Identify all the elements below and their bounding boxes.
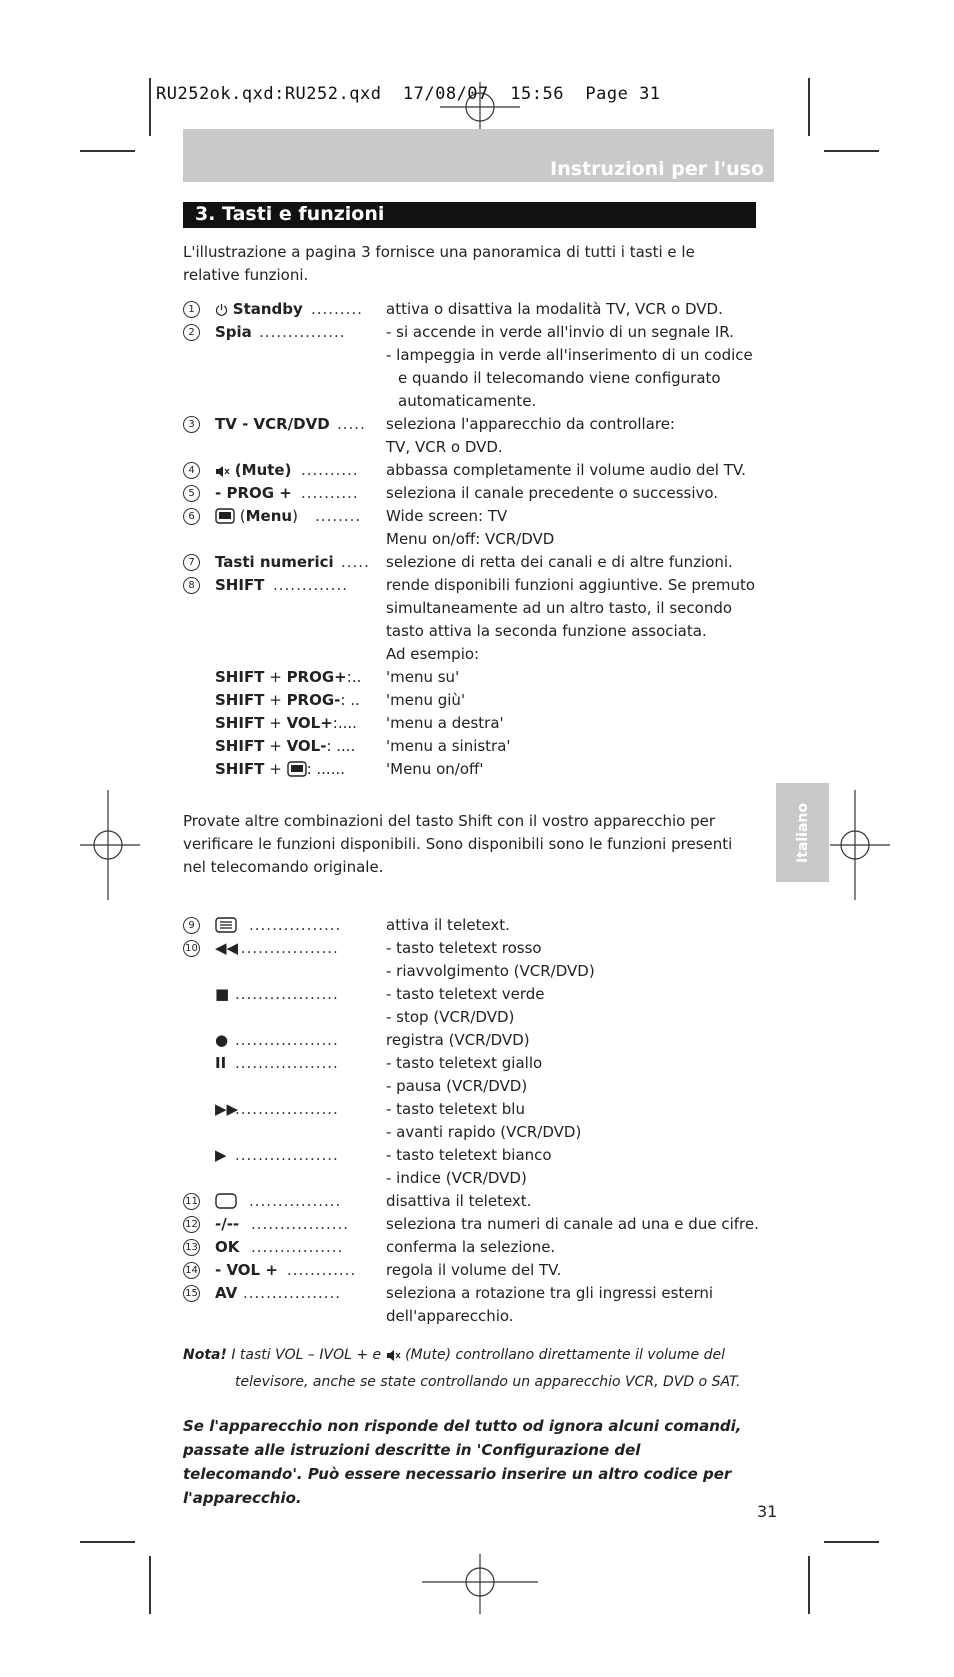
note-text: televisore, anche se state controllando un apparecchio VCR, DVD o SAT. bbox=[235, 1374, 741, 1390]
key-item-standby bbox=[183, 298, 783, 321]
key-sub-play bbox=[183, 1144, 783, 1167]
leader-dots: ................ bbox=[249, 916, 342, 934]
key-sub-record bbox=[183, 1029, 783, 1052]
key-sub-pause bbox=[183, 1052, 783, 1075]
combo-description: 'Menu on/off' bbox=[386, 760, 484, 778]
key-label: ◀◀ bbox=[215, 939, 239, 957]
item-number: 7 bbox=[183, 554, 200, 571]
key-description: regola il volume del TV. bbox=[386, 1261, 562, 1279]
crop-mark bbox=[80, 1541, 135, 1543]
leader-dots: :.. bbox=[346, 668, 362, 686]
combo-key-b: VOL- bbox=[286, 737, 327, 755]
key-sub-fast-forward bbox=[183, 1098, 783, 1121]
key-item-spia bbox=[183, 321, 783, 344]
key-description: registra (VCR/DVD) bbox=[386, 1031, 530, 1049]
shift-paragraph: Provate altre combinazioni del tasto Shift con il vostro apparecchio per verificare le funzioni disponibili. Sono disponibili sono le funzioni presenti nel telecomando originale. bbox=[183, 812, 733, 876]
leader-dots: ............. bbox=[273, 576, 348, 594]
key-item-teletext bbox=[183, 914, 783, 937]
combo-plus: + bbox=[269, 714, 282, 732]
leader-dots: ......... bbox=[311, 300, 363, 318]
play-icon: ▶ bbox=[215, 1146, 227, 1164]
note-text: (Mute) controllano direttamente il volume del bbox=[405, 1347, 725, 1363]
menu-icon bbox=[287, 761, 307, 784]
key-description-cont: - indice (VCR/DVD) bbox=[386, 1169, 527, 1187]
key-description: Wide screen: TV bbox=[386, 507, 508, 525]
combo-key-b: VOL+ bbox=[286, 714, 333, 732]
intro-paragraph: L'illustrazione a pagina 3 fornisce una panoramica di tutti i tasti e le relative funzioni. bbox=[183, 243, 695, 284]
key-description: disattiva il teletext. bbox=[386, 1192, 532, 1210]
key-description: - si accende in verde all'invio di un segnale IR. bbox=[386, 323, 734, 341]
key-label: -/-- bbox=[215, 1215, 240, 1233]
shift-combo bbox=[183, 735, 783, 758]
record-icon: ● bbox=[215, 1031, 229, 1049]
combo-key-b: PROG+ bbox=[286, 668, 347, 686]
note-label: Nota! bbox=[183, 1347, 227, 1363]
key-item-tasti-numerici bbox=[183, 551, 783, 574]
key-description: seleziona l'apparecchio da controllare: bbox=[386, 415, 675, 433]
key-description: rende disponibili funzioni aggiuntive. Se premuto bbox=[386, 576, 756, 594]
item-number: 5 bbox=[183, 485, 200, 502]
key-description: - tasto teletext verde bbox=[386, 985, 545, 1003]
section-title: 3. Tasti e funzioni bbox=[195, 203, 385, 225]
key-description: - tasto teletext blu bbox=[386, 1100, 525, 1118]
shift-combo bbox=[183, 758, 783, 781]
leader-dots: ..... bbox=[337, 415, 366, 433]
leader-dots: ................. bbox=[251, 1215, 350, 1233]
key-description-cont: automaticamente. bbox=[398, 392, 537, 410]
page-number: 31 bbox=[757, 1502, 778, 1521]
combo-key-b: PROG- bbox=[286, 691, 341, 709]
key-description-cont: - pausa (VCR/DVD) bbox=[386, 1077, 528, 1095]
key-description: seleziona a rotazione tra gli ingressi esterni bbox=[386, 1284, 714, 1302]
combo-key-a: SHIFT bbox=[215, 668, 265, 686]
shift-combo bbox=[183, 689, 783, 712]
item-number: 15 bbox=[183, 1285, 200, 1302]
key-label: OK bbox=[215, 1238, 240, 1256]
combo-description: 'menu giù' bbox=[386, 691, 466, 709]
key-item-teletext-off bbox=[183, 1190, 783, 1213]
leader-dots: : ...... bbox=[306, 760, 345, 778]
crop-mark bbox=[808, 78, 810, 136]
leader-dots: ................ bbox=[249, 1192, 342, 1210]
crop-mark bbox=[149, 1556, 151, 1614]
item-number: 11 bbox=[183, 1193, 200, 1210]
combo-plus: + bbox=[269, 737, 282, 755]
leader-dots: .................. bbox=[235, 1146, 339, 1164]
item-number: 3 bbox=[183, 416, 200, 433]
language-tab bbox=[776, 783, 829, 882]
file-slug: RU252ok.qxd:RU252.qxd 17/08/07 15:56 Page 31 bbox=[156, 84, 661, 104]
final-warning: Se l'apparecchio non risponde del tutto od ignora alcuni comandi, passate alle istruzioni descritte in 'Configurazione del telecomando'. Può essere necessario inserire un altro codice per l'apparecchio. bbox=[183, 1417, 742, 1507]
crop-mark bbox=[808, 1556, 810, 1614]
item-number: 4 bbox=[183, 462, 200, 479]
leader-dots: ................ bbox=[251, 1238, 344, 1256]
item-number: 10 bbox=[183, 940, 200, 957]
leader-dots: .................. bbox=[235, 939, 339, 957]
leader-dots: : .... bbox=[326, 737, 356, 755]
leader-dots: ..... bbox=[341, 553, 370, 571]
header-bar bbox=[183, 129, 774, 182]
item-number: 8 bbox=[183, 577, 200, 594]
item-number: 1 bbox=[183, 301, 200, 318]
key-item-av bbox=[183, 1282, 783, 1305]
key-description: abbassa completamente il volume audio del TV. bbox=[386, 461, 746, 479]
key-item-digits bbox=[183, 1213, 783, 1236]
key-sub-stop bbox=[183, 983, 783, 1006]
registration-mark-bottom bbox=[422, 1554, 538, 1614]
crop-mark bbox=[80, 150, 135, 152]
item-number: 14 bbox=[183, 1262, 200, 1279]
key-label: Tasti numerici bbox=[215, 553, 334, 571]
key-item-tv-vcr-dvd bbox=[183, 413, 783, 436]
registration-mark-left bbox=[80, 790, 140, 900]
key-description-cont: - lampeggia in verde all'inserimento di un codice bbox=[386, 346, 753, 364]
key-label: AV bbox=[215, 1284, 238, 1302]
key-label: Menu bbox=[245, 507, 293, 525]
note-text: I tasti VOL – IVOL + e bbox=[231, 1347, 382, 1363]
item-number: 6 bbox=[183, 508, 200, 525]
key-label: - PROG + bbox=[215, 484, 292, 502]
key-description-cont: Ad esempio: bbox=[386, 645, 480, 663]
combo-plus: + bbox=[269, 691, 282, 709]
key-description: seleziona tra numeri di canale ad una e due cifre. bbox=[386, 1215, 759, 1233]
leader-dots: ................. bbox=[243, 1284, 342, 1302]
leader-dots: .......... bbox=[301, 461, 359, 479]
key-item-mute bbox=[183, 459, 783, 482]
combo-key-a: SHIFT bbox=[215, 760, 265, 778]
key-description: conferma la selezione. bbox=[386, 1238, 556, 1256]
leader-dots: .................. bbox=[235, 1100, 339, 1118]
combo-plus: + bbox=[269, 760, 282, 778]
key-label: Standby bbox=[232, 300, 303, 318]
combo-key-a: SHIFT bbox=[215, 737, 265, 755]
key-description-cont: e quando il telecomando viene configurato bbox=[398, 369, 721, 387]
leader-dots: :.... bbox=[332, 714, 357, 732]
key-item-rewind bbox=[183, 937, 783, 960]
key-description: - tasto teletext giallo bbox=[386, 1054, 543, 1072]
key-description: - tasto teletext rosso bbox=[386, 939, 542, 957]
combo-key-a: SHIFT bbox=[215, 714, 265, 732]
fast-forward-icon: ▶▶ bbox=[215, 1100, 239, 1118]
key-label: (Mute) bbox=[234, 461, 292, 479]
key-description-cont: - stop (VCR/DVD) bbox=[386, 1008, 515, 1026]
item-number: 2 bbox=[183, 324, 200, 341]
key-label: Spia bbox=[215, 323, 252, 341]
combo-description: 'menu su' bbox=[386, 668, 460, 686]
registration-mark-right bbox=[830, 790, 890, 900]
key-description-cont: - avanti rapido (VCR/DVD) bbox=[386, 1123, 582, 1141]
leader-dots: : .. bbox=[340, 691, 360, 709]
item-number: 12 bbox=[183, 1216, 200, 1233]
key-description-cont: simultaneamente ad un altro tasto, il secondo bbox=[386, 599, 733, 617]
shift-combo bbox=[183, 666, 783, 689]
key-description: - tasto teletext bianco bbox=[386, 1146, 552, 1164]
key-label: SHIFT bbox=[215, 576, 265, 594]
pause-icon: II bbox=[215, 1054, 227, 1072]
language-tab-label: Italiano bbox=[794, 802, 811, 863]
combo-description: 'menu a sinistra' bbox=[386, 737, 511, 755]
key-description: selezione di retta dei canali e di altre funzioni. bbox=[386, 553, 733, 571]
mute-icon bbox=[386, 1346, 401, 1370]
crop-mark bbox=[824, 1541, 879, 1543]
shift-combo bbox=[183, 712, 783, 735]
key-item-vol bbox=[183, 1259, 783, 1282]
key-description: seleziona il canale precedente o successivo. bbox=[386, 484, 719, 502]
crop-mark bbox=[149, 78, 151, 136]
key-description: attiva il teletext. bbox=[386, 916, 510, 934]
key-description-cont: Menu on/off: VCR/DVD bbox=[386, 530, 555, 548]
menu-icon bbox=[215, 508, 235, 531]
key-label: TV - VCR/DVD bbox=[215, 415, 330, 433]
leader-dots: .................. bbox=[235, 1031, 339, 1049]
key-item-prog bbox=[183, 482, 783, 505]
note bbox=[183, 1343, 763, 1394]
key-item-ok bbox=[183, 1236, 783, 1259]
combo-key-a: SHIFT bbox=[215, 691, 265, 709]
leader-dots: .................. bbox=[235, 985, 339, 1003]
leader-dots: .................. bbox=[235, 1054, 339, 1072]
stop-icon: ■ bbox=[215, 985, 230, 1003]
key-description-cont: - riavvolgimento (VCR/DVD) bbox=[386, 962, 595, 980]
combo-description: 'menu a destra' bbox=[386, 714, 504, 732]
key-description: attiva o disattiva la modalità TV, VCR o DVD. bbox=[386, 300, 723, 318]
crop-mark bbox=[824, 150, 879, 152]
key-description-cont: dell'apparecchio. bbox=[386, 1307, 514, 1325]
leader-dots: ............ bbox=[287, 1261, 357, 1279]
leader-dots: ............... bbox=[259, 323, 346, 341]
section-bar bbox=[183, 202, 756, 228]
item-number: 9 bbox=[183, 917, 200, 934]
header-title: Instruzioni per l'uso bbox=[550, 158, 764, 180]
key-item-shift bbox=[183, 574, 783, 597]
leader-dots: ........ bbox=[315, 507, 362, 525]
key-item-menu: 6 (Menu) ........ Wide screen: TV bbox=[183, 505, 783, 528]
key-description-cont: TV, VCR o DVD. bbox=[386, 438, 503, 456]
key-label: - VOL + bbox=[215, 1261, 278, 1279]
key-description-cont: tasto attiva la seconda funzione associata. bbox=[386, 622, 707, 640]
combo-plus: + bbox=[269, 668, 282, 686]
leader-dots: .......... bbox=[301, 484, 359, 502]
item-number: 13 bbox=[183, 1239, 200, 1256]
